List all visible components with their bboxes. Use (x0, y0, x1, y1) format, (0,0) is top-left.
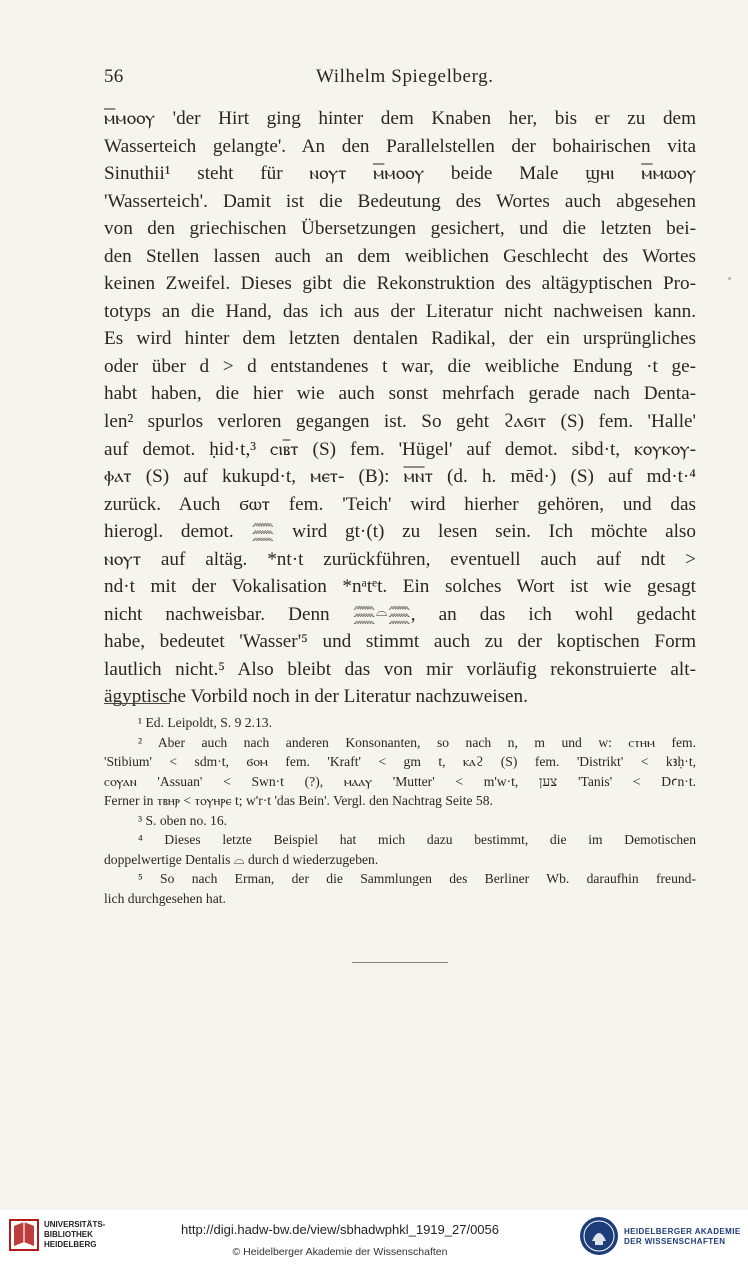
text-line: ⲛⲟⲩⲧ auf altäg. *nt·t zurückführen, eventuell auch auf ndt > (104, 548, 696, 570)
scan-speck (728, 277, 731, 280)
footnote-line: doppelwertige Dentalis ⌓ durch d wiederzugeben. (104, 851, 379, 867)
footnote-line: ⁴ Dieses letzte Beispiel hat mich dazu bestimmt, die im Demotischen (138, 832, 696, 847)
viewer-footer (0, 1210, 748, 1265)
footnote-line: ³ S. oben no. 16. (138, 812, 228, 828)
text-line: zurück. Auch ϭⲱⲧ fem. 'Teich' wird hierher gehören, und das (104, 493, 696, 515)
running-title: Wilhelm Spiegelberg. (316, 66, 494, 87)
text-line: von den griechischen Übersetzungen gesichert, und die letzten bei- (104, 218, 696, 240)
copyright-notice: © Heidelberger Akademie der Wissenschaften (232, 1246, 448, 1258)
university-library-name (44, 1220, 105, 1250)
academy-name-line: DER WISSENSCHAFTEN (624, 1237, 726, 1246)
text-line: Es wird hinter dem letzten dentalen Radikal, der ein ursprüngliches (104, 328, 696, 350)
footnote-line: ⁵ So nach Erman, der die Sammlungen des Berliner Wb. daraufhin freund- (138, 871, 696, 886)
text-line: Wasserteich gelangte'. An den Parallelstellen der bohairischen vita (104, 135, 696, 157)
main-paragraph (104, 105, 696, 711)
text-line: auf demot. ḥid·t,³ ⲥⲓⲃ̅ⲧ (S) fem. 'Hügel' auf demot. sibd·t, ⲕⲟⲩⲕⲟⲩ- (104, 438, 696, 460)
library-name-line: HEIDELBERG (44, 1240, 97, 1249)
academy-seal-logo (578, 1215, 620, 1257)
text-line: den Stellen lassen auch an dem weiblichen Geschlecht des Wortes (104, 245, 696, 267)
footnote-line: ⲥⲟⲩⲁⲛ 'Assuan' < Swn·t (?), ⲙⲁⲁⲩ 'Mutter' < m'w·t, צען 'Tanis' < Dꜥn·t. (104, 773, 696, 789)
footnote-line: Ferner in ⲧⲃⲏⲣ < ⲧⲟⲩⲏⲣⲉ t; w'r·t 'das Bein'. Vergl. den Nachtrag Seite 58. (104, 793, 493, 808)
university-library-logo (8, 1218, 40, 1252)
text-line: keinen Zweifel. Dieses gibt die Rekonstruktion des altägyptischen Pro- (104, 273, 696, 295)
permalink-url[interactable]: http://digi.hadw-bw.de/view/sbhadwphkl_1919_27/0056 (180, 1222, 499, 1237)
academy-name (624, 1227, 741, 1247)
end-rule (352, 962, 448, 963)
text-line: ⲫⲁⲧ (S) auf kukupd·t, ⲙⲉⲧ- (B): ⲙ̅ⲛ̅ⲧ (d. h. mēd·) (S) auf md·t·⁴ (104, 466, 696, 488)
text-line: hierogl. demot. 𓈗 wird gt·(t) zu lesen sein. Ich möchte also (104, 521, 696, 543)
text-line: ägyptische Vorbild noch in der Literatur nachzuweisen. (104, 686, 528, 708)
library-name-line: BIBLIOTHEK (44, 1230, 93, 1239)
text-line: habt haben, die hier wie auch sonst mehrfach gerade nach Denta- (104, 383, 696, 405)
text-line: 'Wasserteich'. Damit ist die Bedeutung des Wortes auch abgesehen (104, 190, 696, 212)
footnotes (104, 713, 696, 908)
main-text (104, 105, 696, 711)
academy-name-line: HEIDELBERGER AKADEMIE (624, 1227, 741, 1236)
footnote-rule (104, 703, 170, 704)
text-line: nicht nachweisbar. Denn 𓈗𓏏𓈗, an das ich wohl gedacht (104, 603, 696, 625)
text-line: nd·t mit der Vokalisation *nᵃtᵉt. Ein solches Wort ist wie gesagt (104, 576, 696, 598)
text-line: len² spurlos verloren gegangen ist. So geht ϩⲁϭⲓⲧ (S) fem. 'Halle' (104, 411, 696, 433)
text-line: totyps an die Hand, das ich aus der Literatur nicht nachweisen kann. (104, 300, 696, 322)
footnote-line: lich durchgesehen hat. (104, 890, 226, 906)
text-line: Sinuthii¹ steht für ⲛⲟⲩⲧ ⲙ̅ⲙⲟⲟⲩ beide Male ϣⲏⲓ ⲙ̅ⲙⲱⲟⲩ (104, 163, 696, 185)
page-number: 56 (104, 66, 124, 87)
text-line: oder über d > d entstandenes t war, die weibliche Endung ·t ge- (104, 355, 696, 377)
footnote-line: 'Stibium' < sdm·t, ϭⲟⲙ fem. 'Kraft' < gm t, ⲕⲁϩ (S) fem. 'Distrikt' < kꜣḥ·t, (104, 754, 696, 769)
footnote-line: ² Aber auch nach anderen Konsonanten, so nach n, m und w: ⲥⲧⲏⲙ fem. (138, 734, 696, 750)
text-line: ⲙ̅ⲙⲟⲟⲩ 'der Hirt ging hinter dem Knaben her, bis er zu dem (104, 108, 696, 129)
text-line: lautlich nicht.⁵ Also bleibt das von mir vorläufig rekonstruierte alt- (104, 658, 696, 680)
text-line: habe, bedeutet 'Wasser'⁵ und stimmt auch zu der koptischen Form (104, 631, 696, 653)
library-name-line: UNIVERSITÄTS- (44, 1220, 106, 1229)
footnote-line: ¹ Ed. Leipoldt, S. 9 2.13. (138, 715, 272, 730)
